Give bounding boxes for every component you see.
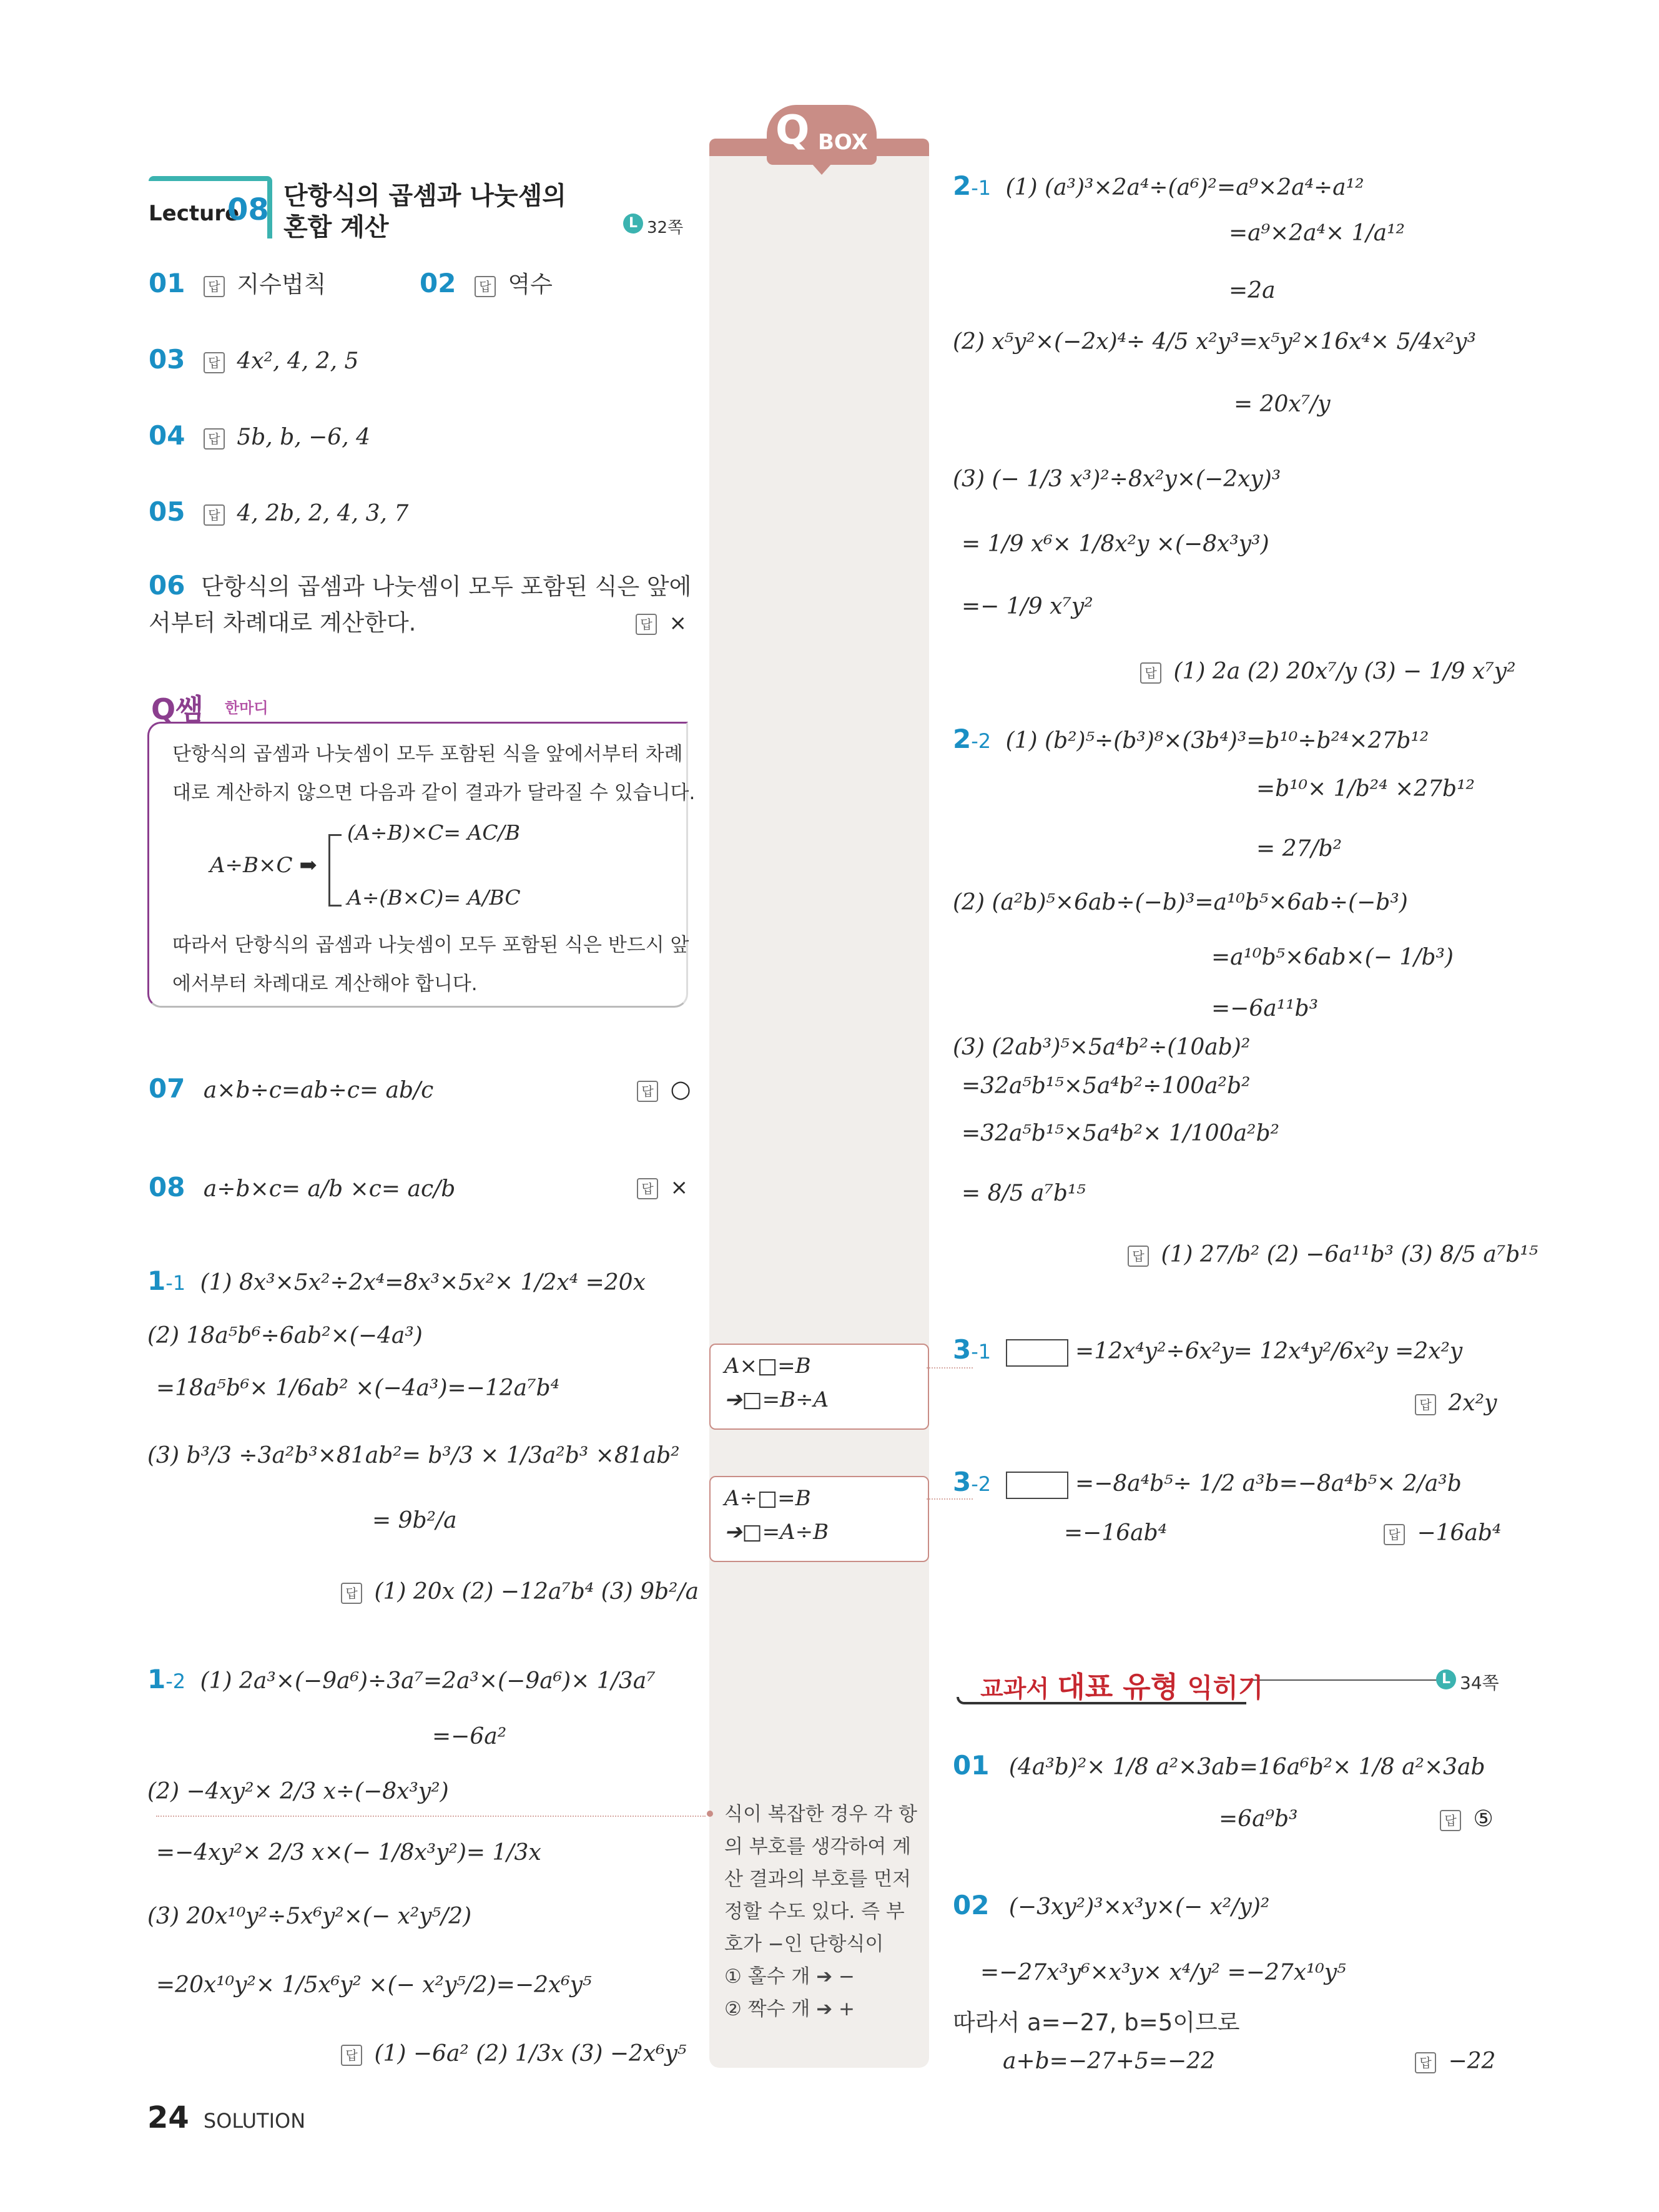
answer-mark-icon: 답 <box>636 614 657 635</box>
example-02-line4: a+b=−27+5=−22 <box>1003 2048 1216 2074</box>
answer-mark-icon: 답 <box>637 1178 658 1199</box>
problem-3-2-answer: −16ab⁴ <box>1417 1520 1502 1546</box>
footer-page-number: 24 <box>147 2100 189 2135</box>
page-ref-icon: L <box>1436 1669 1456 1689</box>
qbox-card-1 <box>709 1344 929 1430</box>
item-07-number: 07 <box>149 1073 185 1104</box>
problem-2-1-line2: =a⁹×2a⁴× 1/a¹² <box>1229 220 1405 246</box>
problem-1-1-answer: (1) 20x (2) −12a⁷b⁴ (3) 9b²/a <box>374 1579 699 1605</box>
qbox-note <box>708 1798 927 2025</box>
problem-1-2-line6: =20x¹⁰y²× 1/5x⁶y² ×(− x²y⁵/2)=−2x⁶y⁵ <box>156 1972 592 1998</box>
blank-box <box>1006 1339 1068 1367</box>
problem-2-2-line3: = 27/b² <box>1256 836 1342 862</box>
tip-line4: 에서부터 차례대로 계산해야 합니다. <box>172 973 478 995</box>
item-05-number: 05 <box>149 496 185 527</box>
tip-box <box>147 687 696 1011</box>
item-01-number: 01 <box>149 268 185 298</box>
problem-1-1-number: 1 <box>147 1266 166 1296</box>
item-05-answer: 4, 2b, 2, 4, 3, 7 <box>237 501 409 526</box>
tip-line2: 대로 계산하지 않으면 다음과 같이 결과가 달라질 수 있습니다. <box>172 782 696 804</box>
problem-2-2-sub: -2 <box>971 729 992 753</box>
tip-bracket <box>328 834 342 907</box>
qbox-column <box>709 145 929 2068</box>
example-02-line1: (−3xy²)³×x³y×(− x²/y)² <box>1008 1894 1270 1920</box>
problem-3-2-line2: =−16ab⁴ <box>1064 1520 1168 1546</box>
problem-1-2-sub: -2 <box>165 1669 186 1693</box>
item-07-answer: ○ <box>670 1075 691 1103</box>
answer-mark-icon: 답 <box>341 2045 362 2066</box>
item-05 <box>149 498 408 528</box>
qbox-note-line6: ① 홀수 개 ➔ − <box>724 1965 855 1988</box>
problem-2-2-line7: (3) (2ab³)⁵×5a⁴b²÷(10ab)² <box>953 1035 1251 1060</box>
qbox-logo-q: Q <box>775 107 810 154</box>
lecture-tab-line <box>149 176 267 181</box>
answer-mark-icon: 답 <box>637 1081 658 1102</box>
problem-1-2-line5: (3) 20x¹⁰y²÷5x⁶y²×(− x²y⁵/2) <box>147 1904 472 1929</box>
item-07-expr: a×b÷c=ab÷c= ab/c <box>203 1078 434 1103</box>
blank-box <box>1006 1472 1068 1499</box>
problem-1-2-answer: (1) −6a² (2) 1/3x (3) −2x⁶y⁵ <box>374 2041 687 2067</box>
qbox-note-line7: ② 짝수 개 ➔ + <box>724 1998 855 2020</box>
problem-3-2-number: 3 <box>953 1467 972 1497</box>
footer-label: SOLUTION <box>203 2109 306 2133</box>
item-03 <box>149 346 358 375</box>
item-06-number: 06 <box>149 570 185 601</box>
qbox-note-line4: 정할 수도 있다. 즉 부 <box>724 1900 905 1923</box>
answer-mark-icon: 답 <box>204 352 225 373</box>
problem-2-2-line2: =b¹⁰× 1/b²⁴ ×27b¹² <box>1256 776 1475 802</box>
dotted-leader-1-2 <box>156 1816 706 1817</box>
lecture-page-ref: 32쪽 <box>647 219 684 237</box>
section-header <box>953 1661 1502 1711</box>
problem-1-2-line1: (1) 2a³×(−9a⁶)÷3a⁷=2a³×(−9a⁶)× 1/3a⁷ <box>200 1668 656 1694</box>
example-02-line3: 따라서 a=−27, b=5이므로 <box>953 2009 1240 2036</box>
problem-2-1-line3: =2a <box>1229 278 1276 303</box>
problem-1-1-line5: = 9b²/a <box>372 1508 457 1533</box>
lecture-title-line2: 혼합 계산 <box>283 213 389 242</box>
example-02-number: 02 <box>953 1890 990 1920</box>
problem-2-2-answer: (1) 27/b² (2) −6a¹¹b³ (3) 8/5 a⁷b¹⁵ <box>1161 1242 1538 1267</box>
item-06-text1: 단항식의 곱셈과 나눗셈이 모두 포함된 식은 앞에 <box>200 573 692 600</box>
section-title-b: 대표 유형 <box>1057 1670 1179 1704</box>
item-01-answer: 지수법칙 <box>237 271 327 298</box>
item-08-answer-row <box>637 1174 688 1201</box>
answer-mark-icon: 답 <box>341 1583 362 1604</box>
item-01 <box>149 270 326 299</box>
footer <box>147 2100 305 2135</box>
tip-logo-main: Q쌤 <box>151 692 204 726</box>
problem-3-2-sub: -2 <box>971 1472 992 1496</box>
tip-expr-top: (A÷B)×C= AC/B <box>347 820 520 845</box>
qbox-logo <box>767 105 877 165</box>
problem-3-2-line1: =−8a⁴b⁵÷ 1/2 a³b=−8a⁴b⁵× 2/a³b <box>1075 1471 1462 1497</box>
problem-2-2-line6: =−6a¹¹b³ <box>1211 996 1319 1021</box>
answer-mark-icon: 답 <box>1415 2052 1436 2073</box>
problem-2-1-line6: (3) (− 1/3 x³)²÷8x²y×(−2xy)³ <box>953 466 1281 492</box>
item-02-answer: 역수 <box>508 271 553 298</box>
qbox-card-1-line2: ➔□=B÷A <box>724 1387 829 1412</box>
lecture-label: Lecture <box>149 201 240 226</box>
qbox-note-line1: 식이 복잡한 경우 각 항 <box>724 1803 917 1826</box>
problem-1-1-line4: (3) b³/3 ÷3a²b³×81ab²= b³/3 × 1/3a²b³ ×81ab² <box>147 1443 680 1468</box>
example-01-line2: =6a⁹b³ <box>1219 1806 1298 1832</box>
problem-3-1 <box>953 1336 1502 1423</box>
problem-2-1-sub: -1 <box>971 176 992 200</box>
section-header-line <box>1244 1679 1440 1681</box>
answer-mark-icon: 답 <box>475 276 496 297</box>
tip-line3: 따라서 단항식의 곱셈과 나눗셈이 모두 포함된 식은 반드시 앞 <box>172 934 689 956</box>
problem-1-2-number: 1 <box>147 1664 166 1694</box>
problem-2-1 <box>953 170 1516 684</box>
qbox-note-line5: 호가 −인 단항식이 <box>724 1933 884 1955</box>
lecture-header <box>145 176 694 251</box>
qbox-card-2-line1: A÷□=B <box>724 1486 811 1511</box>
problem-1-2-line4: =−4xy²× 2/3 x×(− 1/8x³y²)= 1/3x <box>156 1840 541 1865</box>
item-04-answer: 5b, b, −6, 4 <box>237 425 370 450</box>
answer-mark-icon: 답 <box>204 504 225 526</box>
item-07-answer-row <box>637 1075 691 1104</box>
problem-2-1-line7: = 1/9 x⁶× 1/8x²y ×(−8x³y³) <box>962 531 1269 557</box>
qbox-note-line2: 의 부호를 생각하여 계 <box>724 1836 912 1858</box>
lecture-title-line1: 단항식의 곱셈과 나눗셈의 <box>283 182 566 210</box>
problem-3-1-answer: 2x²y <box>1448 1390 1497 1416</box>
item-08-expr: a÷b×c= a/b ×c= ac/b <box>203 1176 456 1202</box>
qbox-note-line3: 산 결과의 부호를 먼저 <box>724 1868 912 1890</box>
problem-3-1-number: 3 <box>953 1334 972 1365</box>
qbox-logo-text: BOX <box>818 130 868 155</box>
item-03-answer: 4x², 4, 2, 5 <box>237 348 359 374</box>
qbox-note-bullet-icon <box>707 1811 713 1817</box>
answer-mark-icon: 답 <box>204 276 225 297</box>
problem-2-2-line5: =a¹⁰b⁵×6ab×(− 1/b³) <box>1211 945 1454 970</box>
section-title-a: 교과서 <box>980 1675 1058 1703</box>
item-02 <box>420 270 553 299</box>
answer-mark-icon: 답 <box>1140 662 1161 684</box>
problem-2-1-answer: (1) 2a (2) 20x⁷/y (3) − 1/9 x⁷y² <box>1173 659 1516 684</box>
answer-mark-icon: 답 <box>1128 1246 1149 1267</box>
qbox-card-1-line1: A×□=B <box>724 1354 811 1379</box>
tip-line1: 단항식의 곱셈과 나눗셈이 모두 포함된 식을 앞에서부터 차례 <box>172 743 683 765</box>
problem-2-2-line4: (2) (a²b)⁵×6ab÷(−b)³=a¹⁰b⁵×6ab÷(−b³) <box>953 890 1408 915</box>
example-01 <box>953 1752 1502 1846</box>
item-07 <box>149 1075 433 1104</box>
problem-1-1-line3: =18a⁵b⁶× 1/6ab² ×(−4a³)=−12a⁷b⁴ <box>156 1375 559 1401</box>
problem-3-2 <box>953 1468 1502 1556</box>
problem-3-1-sub: -1 <box>971 1340 992 1364</box>
section-page-ref: 34쪽 <box>1460 1673 1499 1693</box>
problem-1-2-line2: =−6a² <box>432 1724 507 1749</box>
item-08-answer: × <box>670 1175 688 1200</box>
tip-logo <box>151 687 301 726</box>
problem-1-1-line1: (1) 8x³×5x²÷2x⁴=8x³×5x²× 1/2x⁴ =20x <box>200 1270 646 1295</box>
problem-2-1-line8: =− 1/9 x⁷y² <box>962 594 1093 619</box>
qbox-card-2 <box>709 1476 929 1562</box>
item-02-number: 02 <box>420 268 456 298</box>
example-01-answer: ⑤ <box>1473 1806 1494 1832</box>
item-06-text2: 서부터 차례대로 계산한다. <box>149 609 416 636</box>
example-02-answer: −22 <box>1448 2048 1496 2074</box>
problem-2-2 <box>953 724 1538 1275</box>
tip-expr-bottom: A÷(B×C)= A/BC <box>347 885 521 910</box>
example-02-line2: =−27x³y⁶×x³y× x⁴/y² =−27x¹⁰y⁵ <box>980 1960 1346 1985</box>
item-08-number: 08 <box>149 1172 185 1202</box>
tip-expr-left: A÷B×C ➡ <box>210 853 317 878</box>
item-03-number: 03 <box>149 344 185 375</box>
problem-2-2-line1: (1) (b²)⁵÷(b³)⁸×(3b⁴)³=b¹⁰÷b²⁴×27b¹² <box>1005 728 1429 754</box>
problem-2-1-line1: (1) (a³)³×2a⁴÷(a⁶)²=a⁹×2a⁴÷a¹² <box>1005 175 1364 200</box>
item-04 <box>149 422 370 451</box>
problem-3-1-line1: =12x⁴y²÷6x²y= 12x⁴y²/6x²y =2x²y <box>1075 1339 1463 1364</box>
problem-1-1 <box>147 1266 699 1617</box>
answer-mark-icon: 답 <box>1440 1810 1461 1831</box>
problem-1-1-sub: -1 <box>165 1271 186 1295</box>
qbox-logo-pointer <box>812 164 832 175</box>
answer-mark-icon: 답 <box>1384 1524 1405 1545</box>
problem-2-1-number: 2 <box>953 170 972 201</box>
item-04-number: 04 <box>149 420 185 451</box>
problem-2-2-line8: =32a⁵b¹⁵×5a⁴b²÷100a²b² <box>962 1073 1251 1099</box>
problem-2-2-line10: = 8/5 a⁷b¹⁵ <box>962 1181 1086 1206</box>
problem-2-1-line5: = 20x⁷/y <box>1234 391 1331 417</box>
problem-2-2-line9: =32a⁵b¹⁵×5a⁴b²× 1/100a²b² <box>962 1121 1279 1146</box>
section-title-c: 익히기 <box>1178 1673 1264 1703</box>
item-08 <box>149 1174 455 1203</box>
example-02 <box>953 1892 1502 2079</box>
example-01-line1: (4a³b)²× 1/8 a²×3ab=16a⁶b²× 1/8 a²×3ab <box>1008 1754 1485 1780</box>
problem-2-1-line4: (2) x⁵y²×(−2x)⁴÷ 4/5 x²y³=x⁵y²×16x⁴× 5/4x²y³ <box>953 329 1476 355</box>
problem-1-1-line2: (2) 18a⁵b⁶÷6ab²×(−4a³) <box>147 1323 423 1349</box>
page-ref-icon: L <box>623 214 643 233</box>
answer-mark-icon: 답 <box>1415 1394 1436 1415</box>
item-06-answer: × <box>669 611 687 636</box>
problem-2-2-number: 2 <box>953 724 972 754</box>
example-01-number: 01 <box>953 1750 990 1781</box>
problem-1-2 <box>147 1666 691 2078</box>
problem-1-2-line3: (2) −4xy²× 2/3 x÷(−8x³y²) <box>147 1779 449 1804</box>
answer-mark-icon: 답 <box>204 428 225 450</box>
qbox-card-2-line2: ➔□=A÷B <box>724 1520 829 1545</box>
tip-logo-sub: 한마디 <box>225 699 268 717</box>
lecture-number: 08 <box>227 192 269 227</box>
